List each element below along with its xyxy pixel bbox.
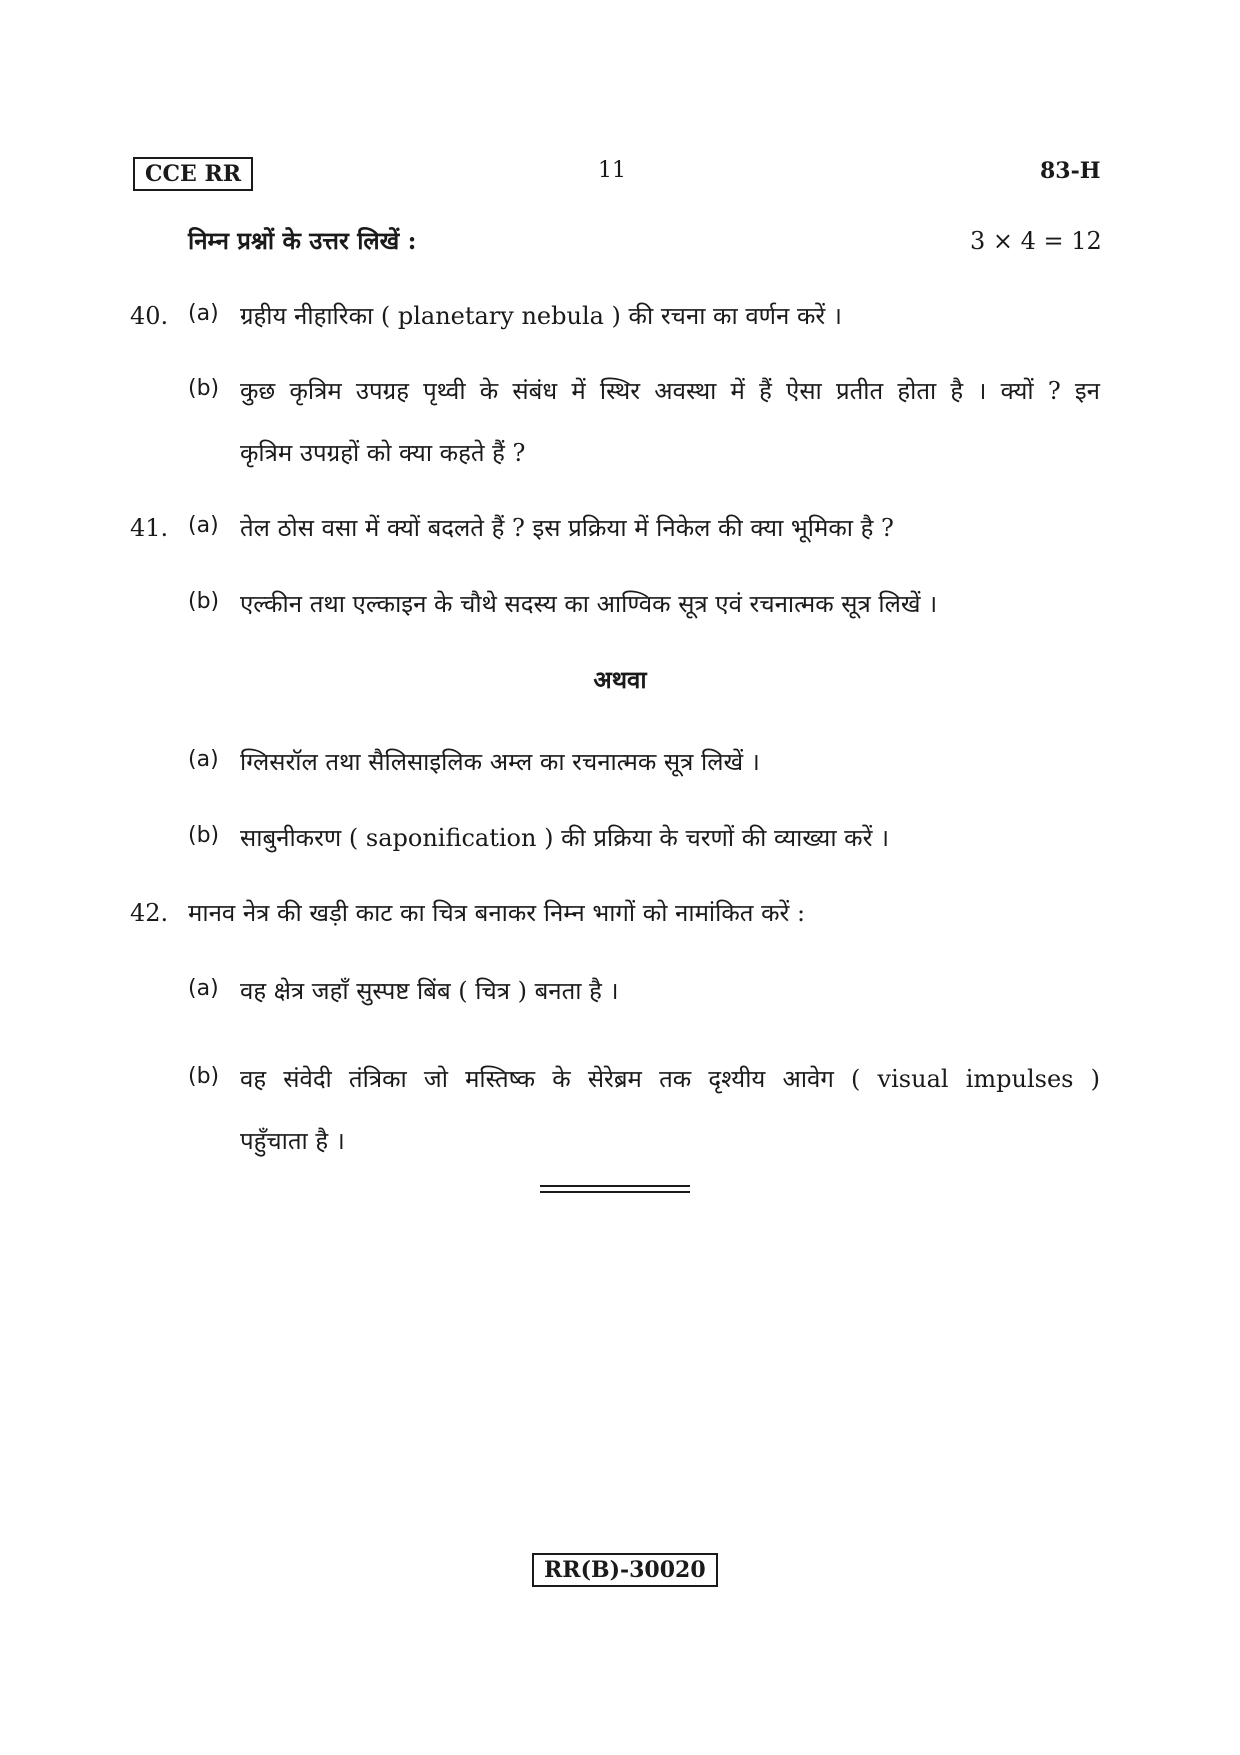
part-label: (a) (188, 747, 219, 772)
part-label: (a) (188, 976, 219, 1001)
question-text: वह क्षेत्र जहाँ सुस्पष्ट बिंब ( चित्र ) बनता है । (240, 977, 619, 1005)
question-text: कुछ कृत्रिम उपग्रह पृथ्वी के संबंध में स्थिर अवस्था में हैं ऐसा प्रतीत होता है । क्यों ? इन (240, 377, 1100, 405)
question-text: साबुनीकरण ( saponification ) की प्रक्रिया के चरणों की व्याख्या करें । (240, 824, 890, 852)
part-label: (b) (188, 376, 220, 401)
part-label: (b) (188, 589, 220, 614)
instruction-text: निम्न प्रश्नों के उत्तर लिखें : (188, 226, 417, 255)
question-number: 41. (130, 514, 169, 542)
question-text: ग्लिसरॉल तथा सैलिसाइलिक अम्ल का रचनात्मक सूत्र लिखें । (240, 748, 760, 776)
question-number: 42. (130, 899, 169, 927)
header-left-code: CCE RR (133, 157, 253, 191)
question-text: ग्रहीय नीहारिका ( planetary nebula ) की रचना का वर्णन करें । (240, 302, 842, 330)
question-text: तेल ठोस वसा में क्यों बदलते हैं ? इस प्रक्रिया में निकेल की क्या भूमिका है ? (240, 514, 894, 542)
question-text: वह संवेदी तंत्रिका जो मस्तिष्क के सेरेब्रम तक दृश्यीय आवेग ( visual impulses ) (240, 1065, 1100, 1093)
end-rule-bottom (540, 1191, 690, 1193)
page-number: 11 (598, 158, 626, 183)
question-text: पहुँचाता है । (240, 1127, 345, 1155)
question-stem: मानव नेत्र की खड़ी काट का चित्र बनाकर निम्न भागों को नामांकित करें : (188, 899, 806, 927)
part-label: (a) (188, 513, 219, 538)
marks-allocation: 3 × 4 = 12 (970, 227, 1102, 255)
part-label: (b) (188, 1064, 220, 1089)
question-number: 40. (130, 302, 169, 330)
part-label: (b) (188, 823, 220, 848)
end-rule-top (540, 1185, 690, 1187)
footer-code: RR(B)-30020 (532, 1553, 718, 1587)
question-text: कृत्रिम उपग्रहों को क्या कहते हैं ? (240, 439, 526, 467)
part-label: (a) (188, 301, 219, 326)
or-divider: अथवा (593, 665, 647, 694)
question-text: एल्कीन तथा एल्काइन के चौथे सदस्य का आण्विक सूत्र एवं रचनात्मक सूत्र लिखें । (240, 590, 938, 618)
header-right-code: 83-H (1040, 158, 1101, 184)
